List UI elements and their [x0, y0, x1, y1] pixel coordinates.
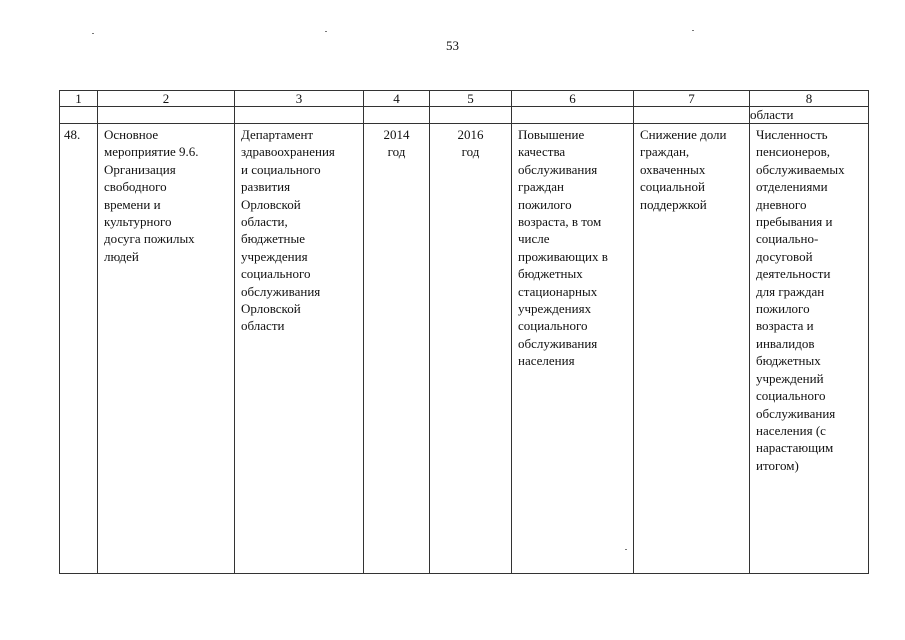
- text-line: проживающих в: [518, 248, 608, 264]
- text-line: досуга пожилых: [104, 231, 195, 247]
- text-line: Повышение: [518, 127, 585, 142]
- text-line: людей: [104, 248, 139, 264]
- continuation-cell: [98, 107, 235, 124]
- executor-text: [235, 124, 363, 335]
- text-line: населения (с: [756, 422, 826, 438]
- start-year-cell: [364, 124, 430, 574]
- text-line: Департамент: [241, 127, 314, 142]
- text-line: качества: [518, 144, 566, 160]
- text-line: социально-: [756, 231, 819, 247]
- text-line: мероприятие 9.6.: [104, 144, 199, 160]
- program-table: [59, 90, 869, 574]
- text-line: граждан,: [640, 144, 690, 160]
- text-line: Численность: [756, 127, 828, 142]
- scan-speck: [692, 30, 694, 31]
- start-year-text: [364, 124, 429, 161]
- text-line: бюджетных: [756, 353, 821, 369]
- text-line: социальной: [640, 179, 705, 195]
- consequences-text: [634, 124, 749, 213]
- text-line: дневного: [756, 196, 807, 212]
- row-number: 48.: [64, 127, 81, 142]
- indicator-text: [750, 124, 868, 474]
- text-line: учреждения: [241, 248, 308, 264]
- text-line: Основное: [104, 127, 159, 142]
- expected-result-cell: [512, 124, 634, 574]
- row-number-cell: [60, 124, 98, 574]
- text-line: охваченных: [640, 161, 706, 177]
- text-line: Снижение доли: [640, 127, 727, 142]
- text-line: отделениями: [756, 179, 828, 195]
- text-line: здравоохранения: [241, 144, 335, 160]
- text-line: обслуживаемых: [756, 161, 845, 177]
- column-number: 8: [750, 91, 869, 107]
- continuation-cell: [235, 107, 364, 124]
- continuation-cell: [512, 107, 634, 124]
- continuation-cell: [634, 107, 750, 124]
- text-line: и социального: [241, 161, 321, 177]
- text-line: возраста и: [756, 318, 814, 334]
- column-number: 4: [364, 91, 430, 107]
- text-line: культурного: [104, 214, 172, 230]
- text-line: Организация: [104, 161, 176, 177]
- continuation-cell: [60, 107, 98, 124]
- event-cell: [98, 124, 235, 574]
- column-number-row: [60, 91, 869, 107]
- indicator-cell: [750, 124, 869, 574]
- text-line: инвалидов: [756, 335, 815, 351]
- column-number: 2: [98, 91, 235, 107]
- text-line: для граждан: [756, 283, 825, 299]
- text-line: числе: [518, 231, 550, 247]
- continuation-cell: [364, 107, 430, 124]
- text-line: населения: [518, 353, 575, 369]
- end-year-text: [430, 124, 511, 161]
- page-number: 53: [446, 38, 459, 53]
- end-year-cell: [430, 124, 512, 574]
- text-line: развития: [241, 179, 291, 195]
- text-line: области,: [241, 214, 288, 230]
- text-line: 2014: [383, 127, 410, 142]
- text-line: пенсионеров,: [756, 144, 831, 160]
- text-line: социального: [756, 388, 826, 404]
- table-row: [60, 124, 869, 574]
- text-line: социального: [518, 318, 588, 334]
- text-line: времени и: [104, 196, 161, 212]
- text-line: возраста, в том: [518, 214, 602, 230]
- text-line: поддержкой: [640, 196, 707, 212]
- text-line: 2016: [457, 127, 484, 142]
- text-line: области: [241, 318, 285, 334]
- executor-cell: [235, 124, 364, 574]
- text-line: нарастающим: [756, 440, 834, 456]
- text-line: пребывания и: [756, 214, 833, 230]
- continuation-cell: [430, 107, 512, 124]
- text-line: пожилого: [518, 196, 572, 212]
- scan-speck: [92, 33, 94, 34]
- text-line: обслуживания: [518, 161, 598, 177]
- text-line: досуговой: [756, 248, 813, 264]
- text-line: обслуживания: [241, 283, 321, 299]
- scan-speck: [625, 549, 627, 550]
- text-line: учреждений: [756, 370, 824, 386]
- text-line: Орловской: [241, 196, 301, 212]
- text-line: социального: [241, 266, 311, 282]
- text-line: учреждениях: [518, 301, 592, 317]
- text-line: бюджетные: [241, 231, 306, 247]
- column-number: 1: [60, 91, 98, 107]
- text-line: деятельности: [756, 266, 831, 282]
- column-number: 5: [430, 91, 512, 107]
- text-line: свободного: [104, 179, 167, 195]
- column-number: 7: [634, 91, 750, 107]
- text-line: итогом): [756, 457, 799, 473]
- column-number: 3: [235, 91, 364, 107]
- expected-result-text: [512, 124, 633, 370]
- text-line: граждан: [518, 179, 564, 195]
- continuation-cell: области: [750, 107, 869, 124]
- consequences-cell: [634, 124, 750, 574]
- text-line: обслуживания: [756, 405, 836, 421]
- text-line: бюджетных: [518, 266, 583, 282]
- scan-speck: [325, 31, 327, 32]
- text-line: Орловской: [241, 301, 301, 317]
- continuation-row: [60, 107, 869, 124]
- event-text: [98, 124, 234, 265]
- column-number: 6: [512, 91, 634, 107]
- text-line: стационарных: [518, 283, 598, 299]
- text-line: год: [387, 144, 406, 160]
- text-line: год: [461, 144, 480, 160]
- text-line: обслуживания: [518, 335, 598, 351]
- text-line: пожилого: [756, 301, 810, 317]
